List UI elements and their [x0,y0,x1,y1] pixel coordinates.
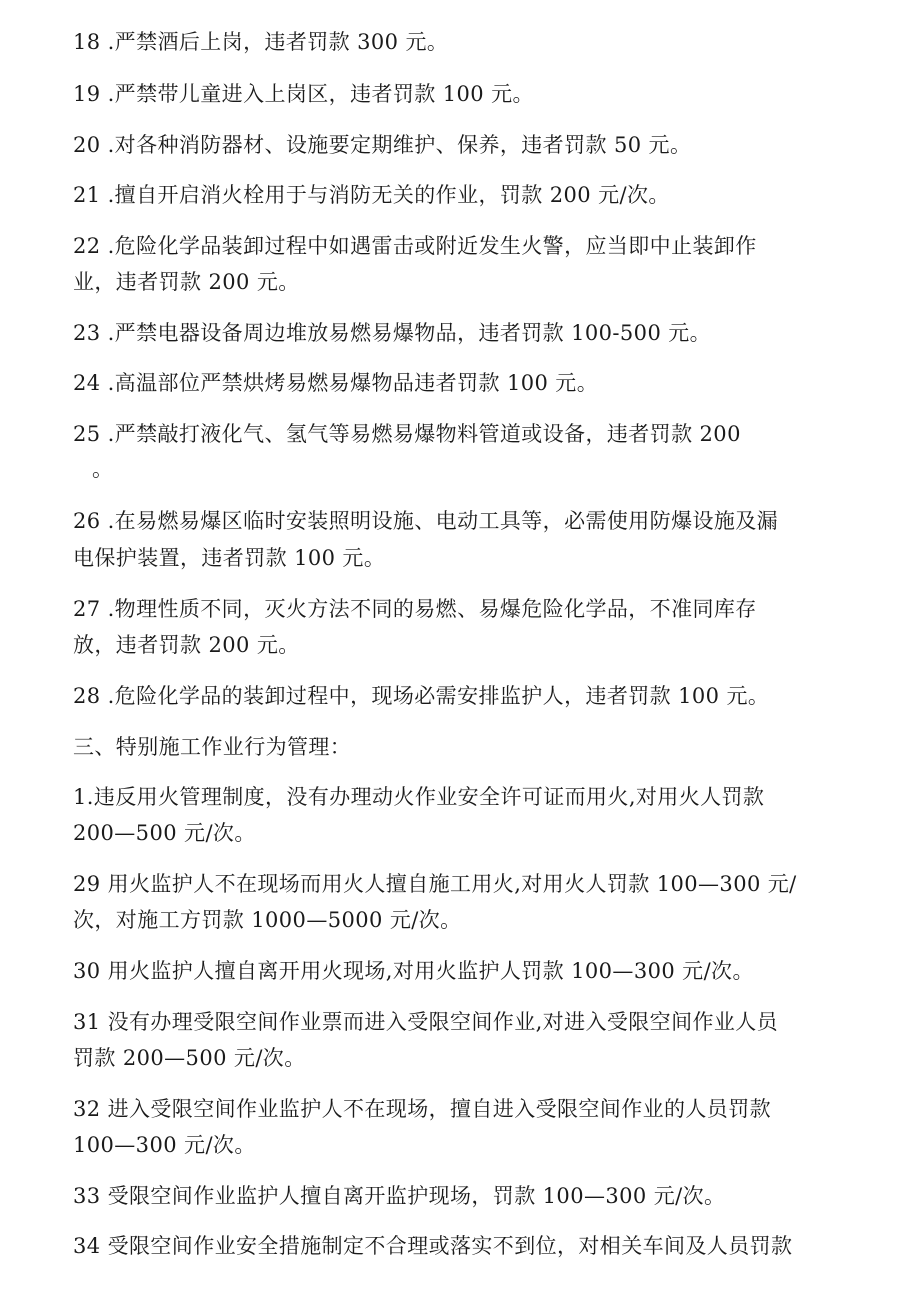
text-line-rule-19: 19 .严禁带儿童进入上岗区，违者罚款 100 元。 [73,82,534,106]
text-line-rule-20: 20 .对各种消防器材、设施要定期维护、保养，违者罚款 50 元。 [73,133,692,157]
text-line-rule-31-cont: 罚款 200—500 元/次。 [73,1046,306,1070]
text-line-rule-32-cont: 100—300 元/次。 [73,1133,256,1157]
text-line-item-1-cont: 200—500 元/次。 [73,821,256,845]
text-line-item-1: 1.违反用火管理制度，没有办理动火作业安全许可证而用火,对用火人罚款 [73,785,765,809]
text-line-rule-27: 27 .物理性质不同，灭火方法不同的易燃、易爆危险化学品，不准同库存 [73,597,757,621]
text-line-rule-27-cont: 放，违者罚款 200 元。 [73,633,300,657]
text-line-rule-18: 18 .严禁酒后上岗，违者罚款 300 元。 [73,30,449,54]
text-line-rule-29-cont: 次，对施工方罚款 1000—5000 元/次。 [73,908,462,932]
text-line-rule-28: 28 .危险化学品的装卸过程中，现场必需安排监护人，违者罚款 100 元。 [73,684,770,708]
text-line-rule-29: 29 用火监护人不在现场而用火人擅自施工用火,对用火人罚款 100—300 元/ [73,872,797,896]
text-line-rule-21: 21 .擅自开启消火栓用于与消防无关的作业，罚款 200 元/次。 [73,183,670,207]
text-line-rule-23: 23 .严禁电器设备周边堆放易燃易爆物品，违者罚款 100-500 元。 [73,321,712,345]
section-heading: 三、特别施工作业行为管理： [73,735,352,759]
text-line-rule-25-cont: 。 [92,457,114,481]
text-line-rule-34: 34 受限空间作业安全措施制定不合理或落实不到位，对相关车间及人员罚款 [73,1234,793,1258]
text-line-rule-33: 33 受限空间作业监护人擅自离开监护现场，罚款 100—300 元/次。 [73,1184,726,1208]
text-line-rule-30: 30 用火监护人擅自离开用火现场,对用火监护人罚款 100—300 元/次。 [73,959,754,983]
text-line-rule-26: 26 .在易燃易爆区临时安装照明设施、电动工具等，必需使用防爆设施及漏 [73,509,779,533]
text-line-rule-24: 24 .高温部位严禁烘烤易燃易爆物品违者罚款 100 元。 [73,371,599,395]
text-line-rule-31: 31 没有办理受限空间作业票而进入受限空间作业,对进入受限空间作业人员 [73,1010,779,1034]
text-line-rule-26-cont: 电保护装置，违者罚款 100 元。 [73,546,386,570]
text-line-rule-32: 32 进入受限空间作业监护人不在现场，擅自进入受限空间作业的人员罚款 [73,1097,771,1121]
text-line-rule-25: 25 .严禁敲打液化气、氢气等易燃易爆物料管道或设备，违者罚款 200 [73,422,741,446]
text-line-rule-22: 22 .危险化学品装卸过程中如遇雷击或附近发生火警，应当即中止装卸作 [73,234,757,258]
text-line-rule-22-cont: 业，违者罚款 200 元。 [73,270,300,294]
